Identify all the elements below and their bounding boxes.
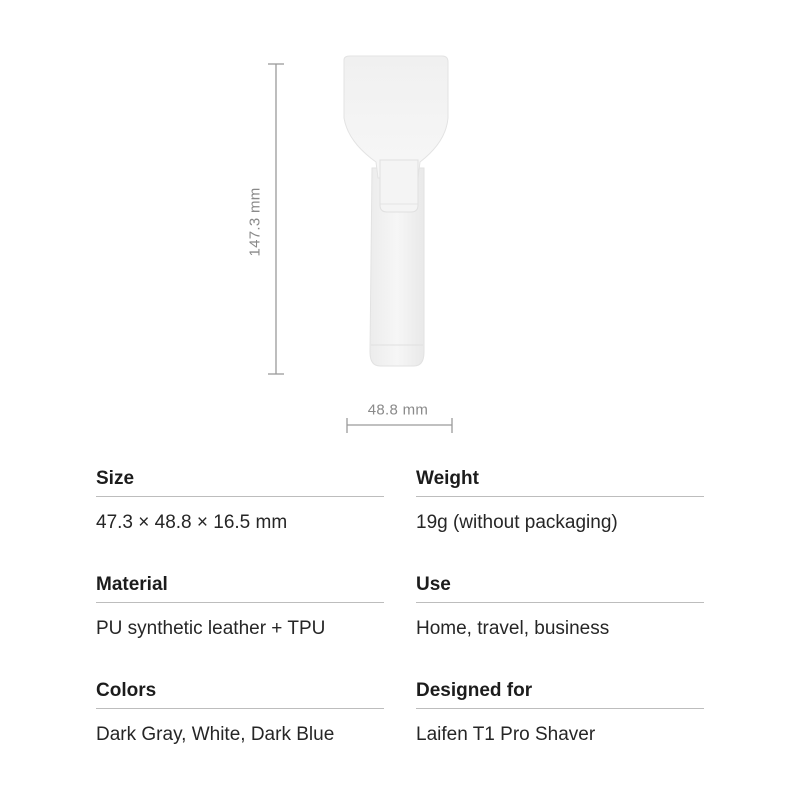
spec-value: 47.3 × 48.8 × 16.5 mm [96, 512, 288, 533]
spec-material [96, 572, 384, 641]
spec-title: Use [416, 574, 451, 595]
spec-value: 19g (without packaging) [416, 512, 618, 533]
divider [96, 708, 384, 709]
spec-designed-for [416, 678, 704, 747]
spec-title: Size [96, 468, 135, 489]
spec-value: Home, travel, business [416, 618, 610, 639]
spec-value: Dark Gray, White, Dark Blue [96, 724, 335, 745]
spec-title: Designed for [416, 680, 533, 701]
height-dimension-line [268, 64, 284, 374]
width-dimension-line [347, 418, 452, 433]
shaver-case-image [344, 56, 448, 366]
spec-title: Colors [96, 680, 157, 701]
spec-title: Material [96, 574, 168, 595]
width-dimension-label: 48.8 mm [367, 401, 429, 419]
divider [96, 602, 384, 603]
height-dimension-label: 147.3 mm [246, 187, 264, 257]
spec-value: Laifen T1 Pro Shaver [416, 724, 596, 745]
spec-size [96, 466, 384, 535]
spec-weight [416, 466, 704, 535]
spec-value: PU synthetic leather + TPU [96, 618, 326, 639]
spec-colors [96, 678, 384, 747]
divider [96, 496, 384, 497]
divider [416, 708, 704, 709]
divider [416, 602, 704, 603]
divider [416, 496, 704, 497]
spec-title: Weight [416, 468, 479, 489]
spec-use [416, 572, 704, 641]
